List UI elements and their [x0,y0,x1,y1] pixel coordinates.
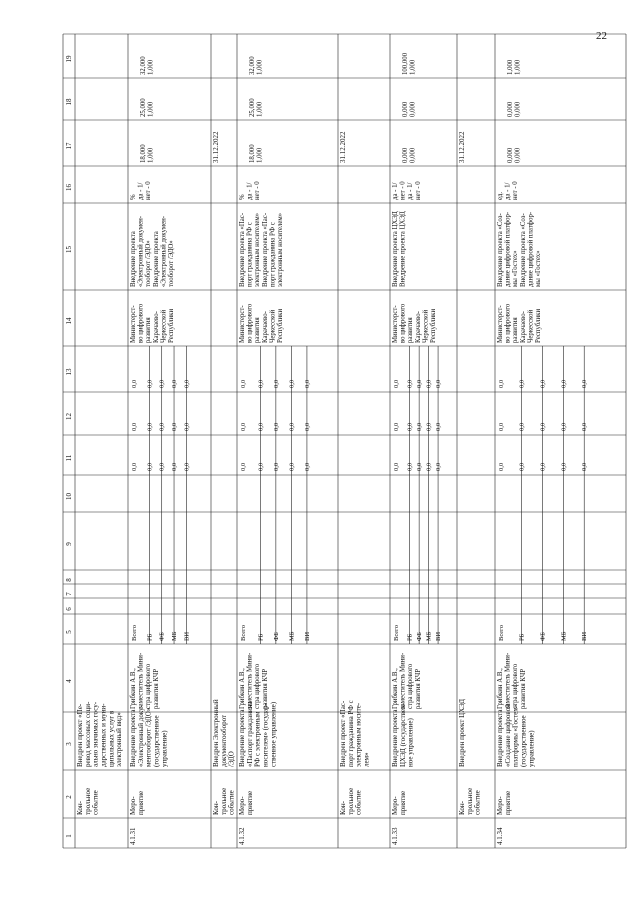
funding-value: 0,0 [158,422,166,431]
row-value-18: 0,0000,000 [507,101,522,117]
funding-source-label: ФБ [158,632,166,641]
page-number: 22 [596,30,607,42]
row-name: Внедрен проект «Пас-порт гражданина РФ сэлектронным носите-лем» [339,700,371,767]
funding-value: 0,0 [518,422,526,431]
column-number-header: 14 [65,317,73,325]
funding-source-label: ФБ [539,632,547,641]
funding-source-label: ВИ [183,631,191,641]
funding-source-label: ФБ [272,632,280,641]
funding-value: 0,0 [435,379,443,388]
funding-source-label: Всего [393,625,400,641]
row-kind: Меро-приятие [496,790,512,815]
funding-value: 0,0 [393,422,400,431]
column-number-header: 16 [65,184,73,191]
column-number-header: 3 [65,742,73,746]
funding-value: 0,0 [560,462,568,471]
row-value-17: 0,0000,000 [402,147,417,163]
funding-value: 0,0 [288,462,296,471]
funding-value: 0,0 [425,422,433,431]
funding-value: 0,0 [406,462,414,471]
funding-value: 0,0 [158,379,166,388]
column-number-header: 9 [65,542,73,546]
funding-value: 0,0 [498,462,505,471]
funding-value: 0,0 [240,379,247,388]
column-number-header: 4 [65,679,73,683]
funding-value: 0,0 [581,462,589,471]
row-value-19: 1,0001,000 [507,59,522,75]
column-number-header: 13 [65,368,73,376]
row-kind: Кон-трольноесобытие [212,787,236,815]
row-number: 4.1.33 [391,827,399,845]
funding-value: 0,0 [560,422,568,431]
funding-value: 0,0 [131,379,138,388]
funding-value: 0,0 [425,462,433,471]
funding-value: 0,0 [518,379,526,388]
row-unit: %да - 1/нет - 0 [130,181,153,200]
row-number: 4.1.34 [496,827,504,845]
row-value-19: 32,0001,000 [249,56,264,75]
funding-value: 0,0 [581,379,589,388]
row-name: Внедрен проект ЦХЭД [458,699,466,767]
funding-value: 0,0 [257,379,265,388]
row-value-17: 18,0001,000 [140,144,155,163]
row-date: 31.12.2022 [339,131,347,163]
funding-value: 0,0 [272,462,280,471]
column-number-header: 5 [65,630,73,634]
row-value-18: 0,0000,000 [402,101,417,117]
row-value-17: 0,0000,000 [507,147,522,163]
funding-value: 0,0 [539,379,547,388]
funding-value: 0,0 [425,379,433,388]
funding-source-label: РБ [257,633,265,641]
funding-value: 0,0 [303,422,311,431]
funding-value: 0,0 [498,379,505,388]
row-unit: %да - 1/нет - 0 [239,181,262,200]
row-kind: Кон-трольноесобытие [458,787,482,815]
funding-source-label: ФБ [416,632,424,641]
row-kind: Кон-трольноесобытие [76,787,100,815]
funding-value: 0,0 [171,422,179,431]
funding-value: 0,0 [416,462,424,471]
row-number: 4.1.32 [238,827,246,845]
row-number: 4.1.31 [129,827,137,845]
row-date: 31.12.2022 [458,131,466,163]
funding-value: 0,0 [288,379,296,388]
row-responsible: Грибкин А.В.,заместитель Мини-стра цифровогоразвития КЧР [239,652,269,709]
column-number-header: 1 [65,834,73,838]
funding-value: 0,0 [146,462,154,471]
funding-source-label: МБ [560,631,568,641]
funding-source-label: ВИ [303,631,311,641]
funding-value: 0,0 [272,379,280,388]
row-name: Внедрен Электронныйдокументооборот/ЭДО [212,699,236,767]
funding-value: 0,0 [581,422,589,431]
column-number-header: 7 [65,592,73,596]
row-kind: Кон-трольноесобытие [339,787,363,815]
funding-value: 0,0 [131,462,138,471]
funding-value: 0,0 [257,422,265,431]
row-value-18: 25,0001,000 [140,98,155,117]
funding-source-label: Всего [131,625,138,641]
column-number-header: 12 [65,413,73,420]
funding-value: 0,0 [183,379,191,388]
funding-value: 0,0 [171,379,179,388]
row-responsible: Грибкин А.В.,заместитель Мини-стра цифровогоразвития КЧР [392,652,422,709]
funding-value: 0,0 [539,422,547,431]
funding-value: 0,0 [131,422,138,431]
funding-value: 0,0 [435,422,443,431]
column-number-header: 8 [65,578,73,582]
funding-value: 0,0 [303,462,311,471]
funding-value: 0,0 [158,462,166,471]
row-date: 31.12.2022 [212,131,220,163]
funding-value: 0,0 [393,379,400,388]
row-value-18: 25,0001,000 [249,98,264,117]
funding-value: 0,0 [183,422,191,431]
row-executor: Министерст-во цифровогоразвитияКарачаево-ЧеркесскойРеспублики [130,303,176,343]
row-executor: Министерст-во цифровогоразвитияКарачаево-ЧеркесскойРеспублики [497,303,543,343]
funding-value: 0,0 [272,422,280,431]
row-name: Внедрение проекта«Создание цифровойплатформы «Гостех»(государственноеуправление) [496,704,536,767]
column-number-header: 18 [65,98,73,106]
funding-value: 0,0 [146,379,154,388]
funding-source-label: Всего [240,625,247,641]
funding-value: 0,0 [393,462,400,471]
funding-value: 0,0 [288,422,296,431]
funding-value: 0,0 [240,422,247,431]
row-result: Внедрение проекта «Соз-дание цифровой платфор-мы «Гостех»Внедрение проекта «Соз-дание цифровой платфор-мы «Гостех» [497,211,543,287]
row-value-17: 18,0001,000 [249,144,264,163]
row-name: Внедрение проекта«Паспорт гражданинаРФ с электроннымносителем» (государ-ственное управление) [238,701,278,767]
row-result: Внедрение проекта ЦХЭДВнедрение проекта ЦХЭД [392,211,407,287]
funding-value: 0,0 [257,462,265,471]
funding-source-label: МБ [171,631,179,641]
row-name: Внедрен проект «Пе-ревод массовых соци-ально значимых госу-дарственных и муни-ципальных услуг вэлектронный вид» [76,701,124,767]
funding-value: 0,0 [416,422,424,431]
row-value-19: 100,0001,000 [402,52,417,75]
funding-source-label: РБ [518,633,526,641]
row-kind: Меро-приятие [238,790,254,815]
funding-value: 0,0 [498,422,505,431]
funding-source-label: РБ [406,633,414,641]
funding-value: 0,0 [560,379,568,388]
funding-source-label: ВИ [581,631,589,641]
funding-value: 0,0 [406,422,414,431]
funding-value: 0,0 [303,379,311,388]
funding-source-label: МБ [288,631,296,641]
row-executor: Министерст-во цифровогоразвитияКарачаево-ЧеркесскойРеспублики [239,303,285,343]
funding-value: 0,0 [539,462,547,471]
funding-value: 0,0 [183,462,191,471]
row-result: Внедрение проекта «Пас-порт гражданина РФ сэлектронным носителем»Внедрение проекта «Пас-порт гражданина РФ сэлектронным носителем» [239,212,285,287]
funding-value: 0,0 [435,462,443,471]
funding-value: 0,0 [146,422,154,431]
row-result: Внедрение проекта«Электронный докумен-тооборот /ЭДО»Внедрение проекта«Электронный докумен-тооборот /ЭДО» [130,215,176,287]
funding-value: 0,0 [171,462,179,471]
row-executor: Министерст-во цифровогоразвитияКарачаево-ЧеркесскойРеспублики [392,303,438,343]
row-responsible: Грибкин А.В.,заместитель Мини-стра цифровогоразвития КЧР [130,652,160,709]
funding-value: 0,0 [416,379,424,388]
row-value-19: 32,0001,000 [140,56,155,75]
row-name: Внедрение проектаЦХЭД (государствен-ное управление) [391,702,415,767]
row-name: Внедрение проекта«Электронный доку-ментооборот /ЭДО»(государственноеуправление) [129,705,169,767]
funding-source-label: Всего [498,625,505,641]
funding-value: 0,0 [518,462,526,471]
row-kind: Меро-приятие [129,790,145,815]
funding-value: 0,0 [406,379,414,388]
row-unit: да - 1/нет - 0да - 1/нет - 0 [392,181,422,200]
column-number-header: 10 [65,493,73,500]
column-number-header: 17 [65,142,73,150]
column-number-header: 2 [65,795,73,799]
row-responsible: Грибкин А.В.,заместитель Мини-стра цифровогоразвития КЧР [497,652,527,709]
funding-source-label: ВИ [435,631,443,641]
column-number-header: 11 [65,454,73,462]
funding-value: 0,0 [240,462,247,471]
row-unit: ед.да - 1/нет - 0 [497,181,520,200]
column-number-header: 6 [65,607,73,611]
funding-source-label: РБ [146,633,154,641]
column-number-header: 19 [65,55,73,63]
table-grid [63,34,626,848]
column-number-header: 15 [65,246,73,253]
row-kind: Меро-приятие [391,790,407,815]
funding-source-label: МБ [425,631,433,641]
